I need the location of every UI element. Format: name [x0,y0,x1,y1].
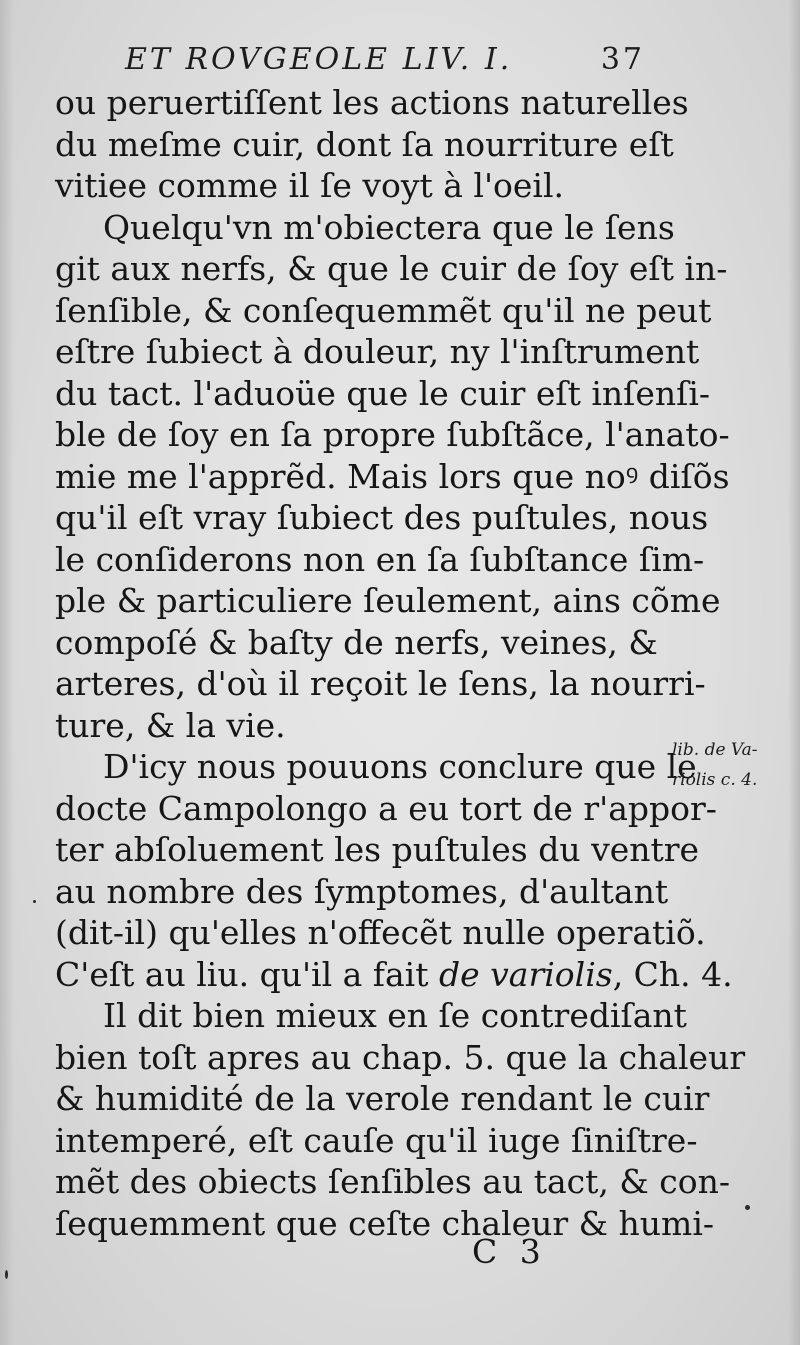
page-edge-left [0,0,14,1345]
text-line: Il dit bien mieux en ſe contrediſant [103,996,687,1035]
text-line: docte Campolongo a eu tort de r'appor- [55,788,717,828]
running-title: ET ROVGEOLE LIV. I. [125,42,513,77]
margin-note-line: lib. de Va- [672,740,758,760]
page-header [125,42,665,86]
page-edge-right [788,0,800,1345]
margin-note [672,735,797,795]
citation-text: C'eſt au liu. qu'il a fait [55,954,429,994]
text-line: ture, & la vie. [55,705,286,745]
text-line: D'icy nous pouuons conclure que le [103,747,697,786]
text-line: git aux nerfs, & que le cuir de ſoy eſt in- [55,249,728,288]
text-line: ſequemment que ceſte chaleur & humi- [55,1203,715,1243]
text-line: (dit-il) qu'elles n'offecẽt nulle operatiõ. [55,913,706,952]
text-line: arteres, d'où il reçoit le ſens, la nourri- [55,664,706,703]
text-line: ter abſoluement les puſtules du ventre [55,830,700,869]
signature-mark: C 3 [472,1232,547,1271]
margin-note-line: riolis c. 4. [672,770,758,790]
text-line: ple & particuliere ſeulement, ains cõme [55,581,721,620]
text-line: mẽt des obiects ſenſibles au tact, & con- [55,1162,730,1201]
ink-speck [5,1270,8,1279]
text-line: qu'il eſt vray ſubiect des puſtules, nous [55,498,709,537]
text-line: & humidité de la verole rendant le cuir [55,1079,710,1118]
text-line: ble de ſoy en ſa propre ſubſtãce, l'anato- [55,415,730,454]
text-line: eſtre ſubiect à douleur, ny l'inſtrument [55,332,700,371]
text-line: intemperé, eſt cauſe qu'il iuge ſiniſtre- [55,1120,698,1160]
text-line: au nombre des ſymptomes, d'aultant [55,871,669,911]
text-line: compoſé & baſty de nerfs, veines, & [55,622,658,662]
text-line: vitiee comme il ſe voyt à l'oeil. [55,166,565,205]
citation-title: de variolis [439,954,613,994]
text-line: du meſme cuir, dont ſa nourriture eſt [55,124,674,164]
text-line: bien toſt apres au chap. 5. que la chaleur [55,1037,746,1077]
ink-speck [745,1205,750,1210]
ink-speck [33,900,36,903]
page-number: 37 [600,42,645,77]
text-line: le conſiderons non en ſa ſubſtance ſim- [55,539,705,579]
text-line: du tact. l'aduoüe que le cuir eſt inſenſi- [55,373,711,413]
text-line: Quelqu'vn m'obiectera que le ſens [103,207,675,247]
text-line: mie me l'apprẽd. Mais lors que noꝰ diſõs [55,456,730,496]
text-line: ou peruertiſſent les actions naturelles [55,83,689,122]
citation-chapter: , Ch. 4. [612,954,733,994]
text-line-citation [55,954,733,996]
text-line: ſenſible, & conſequemmẽt qu'il ne peut [55,290,712,330]
